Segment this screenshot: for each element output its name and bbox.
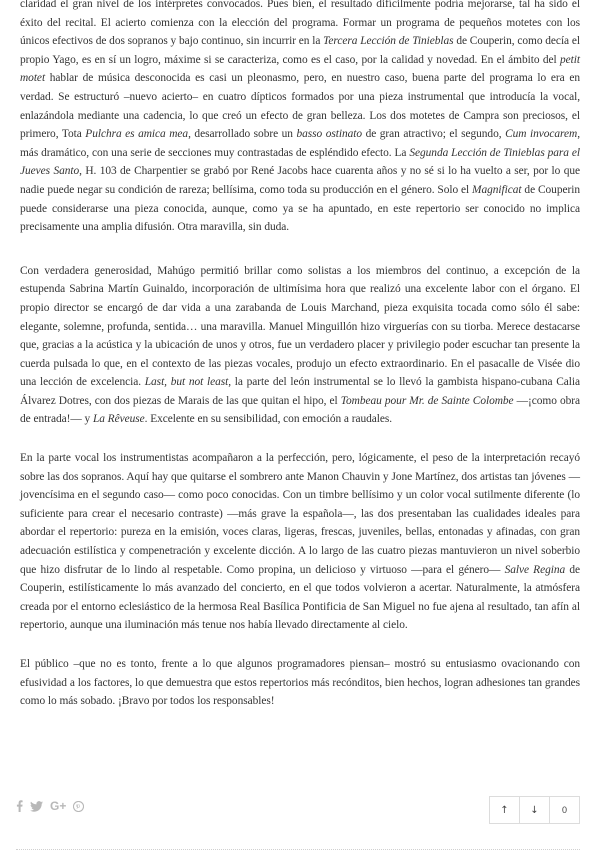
text-run: de Couperin, como decía el propio Yago, es en sí un logro, máxime si se caracteriza, como es el caso, por la calidad y novedad. En el ámbito del <box>20 35 580 66</box>
text-run: , H. 103 de Charpentier se grabó por René Jacobs hace cuarenta años y no sé si lo ha vuelto a ser, por lo que nadie puede negar su condición de rareza; bellísima, como toda su producción en el género. Solo el <box>20 165 580 196</box>
text-run: de Couperin puede considerarse una pieza conocida, aunque, como ya se ha apuntado, en este repertorio ser conocido no implica precisamente una amplia difusión. Otra maravilla, sin duda. <box>20 183 580 234</box>
text-run: claridad el gran nivel de los intérpretes convocados. Pues bien, el resultado difícilmente podría mejorarse, tal ha sido el éxito del recital. El acierto comienza con la elección del programa. Formar un programa de pequeños motetes con los únicos efectivos de dos sopranos y bajo continuo, sin incurrir en la <box>20 0 580 48</box>
text-run: En la parte vocal los instrumentistas acompañaron a la perfección, pero, lógicamente, el peso de la interpretación recayó sobre las dos sopranos. Aquí hay que quitarse el sombrero ante Manon Chauvin y Jone Martínez, dos artistas tan jóvenes —jovencísima en el segundo caso— como poco conocidas. Con un timbre bellísimo y un color vocal sutilmente diferente (lo suficiente para crear el necesario contraste) —más grave la española—, las dos presentaban las cualidades ideales para abordar el repertorio: pureza en la emisión, voces claras, ligeras, frescas, juveniles, bellas, entonadas y afinadas, con gran adecuación estilística y compenetración y excelente dicción. A lo largo de las cuatro piezas mantuvieron un nivel soberbio que hizo disfrutar de lo lindo al respetable. Como propina, un delicioso y virtuoso —para el género— <box>20 452 580 576</box>
scroll-down-button[interactable]: ↓ <box>519 796 550 824</box>
text-run: , desarrollado sobre un <box>188 128 297 141</box>
google-plus-icon[interactable]: G+ <box>50 799 67 813</box>
phrase: Last, but not least <box>144 376 229 389</box>
text-run: , más dramático, con una serie de secciones muy contrastadas de espléndido efecto. La <box>20 128 580 159</box>
text-run: de Couperin, estilísticamente lo más avanzado del concierto, en el que todos volvieron a acertar. Naturalmente, la atmósfera creada por el entorno eclesiástico de la hermosa Real Basílica Pontificia de San Miguel no fue ajena al resultado, tan afín al repertorio, aunque una iluminación más tenue nos había llevado directamente al cielo. <box>20 563 580 632</box>
article-body <box>20 0 580 711</box>
text-run: , la parte del león instrumental se lo llevó la gambista hispano-cubana Calia Álvarez Dotres, con dos piezas de Marais de las que quitan el hipo, el <box>20 376 580 407</box>
text-run: Con verdadera generosidad, Mahúgo permitió brillar como solistas a los miembros del continuo, a excepción de la estupenda Sabrina Martín Guinaldo, incorporación de ultimísima hora que realizó una excelente labor con el órgano. El propio director se encargó de dar vida a una zarabanda de Louis Marchand, pieza exquisita tocada como sólo él sabe: elegante, solemne, profunda, sentida… una maravilla. Manuel Minguillón hizo virguerías con su tiorba. Merece destacarse que, gracias a la acústica y la ubicación de unos y otros, fue un verdadero placer y privilegio poder escuchar tan presente la cuerda pulsada lo que, en el contexto de las piezas vocales, produjo un efecto extraordinario. En el pasacalle de Visée dio una lección de excelencia. <box>20 264 580 389</box>
divider <box>16 849 580 850</box>
work-title: Pulchra es amica mea <box>85 128 189 141</box>
musical-term: basso ostinato <box>296 128 363 141</box>
work-title: Salve Regina <box>504 563 566 576</box>
work-title: Tombeau pour Mr. de Sainte Colombe <box>340 394 514 407</box>
post-navigation <box>489 796 580 824</box>
work-title: Segunda Lección de Tinieblas para el Jueves Santo <box>20 146 580 178</box>
paragraph-vocal <box>20 449 580 635</box>
text-run: hablar de música desconocida es casi un pleonasmo, pero, en nuestro caso, buena parte del programa lo era en verdad. Se estructuró –nuevo acierto– en cuatro dípticos formados por una pieza instrumental que introducía la vocal, enlazándola mediante una cadencia, lo que creó un efecto de gran belleza. Los dos motetes de Campra son preciosos, el primero, Tota <box>20 72 580 141</box>
paragraph-program <box>20 0 580 237</box>
text-run: El público –que no es tonto, frente a lo que algunos programadores piensan– mostró su entusiasmo ovacionando con efusividad a los factores, lo que demuestra que estos repertorios más recónditos, bien hechos, logran adhesiones tan grandes como lo más sobado. ¡Bravo por todos los responsables! <box>20 658 580 708</box>
pinterest-icon[interactable] <box>73 801 84 812</box>
work-title: Cum invocarem <box>505 128 578 141</box>
comment-count-button[interactable]: 0 <box>549 796 580 824</box>
text-run: . Excelente en su sensibilidad, con emoción a raudales. <box>144 413 393 426</box>
text-run: de gran atractivo; el segundo, <box>362 128 506 141</box>
text-run: —¡como obra de entrada!— y <box>20 394 580 426</box>
work-title: Tercera Lección de Tinieblas <box>323 35 454 48</box>
facebook-icon[interactable] <box>16 800 23 812</box>
work-title: La Rêveuse <box>92 413 145 426</box>
scroll-up-button[interactable]: ↑ <box>489 796 520 824</box>
genre-term: petit motet <box>20 53 580 85</box>
paragraph-audience <box>20 655 580 711</box>
twitter-icon[interactable] <box>30 801 43 812</box>
paragraph-continuo <box>20 262 580 429</box>
work-title: Magnificat <box>472 183 522 196</box>
share-bar <box>16 800 84 812</box>
